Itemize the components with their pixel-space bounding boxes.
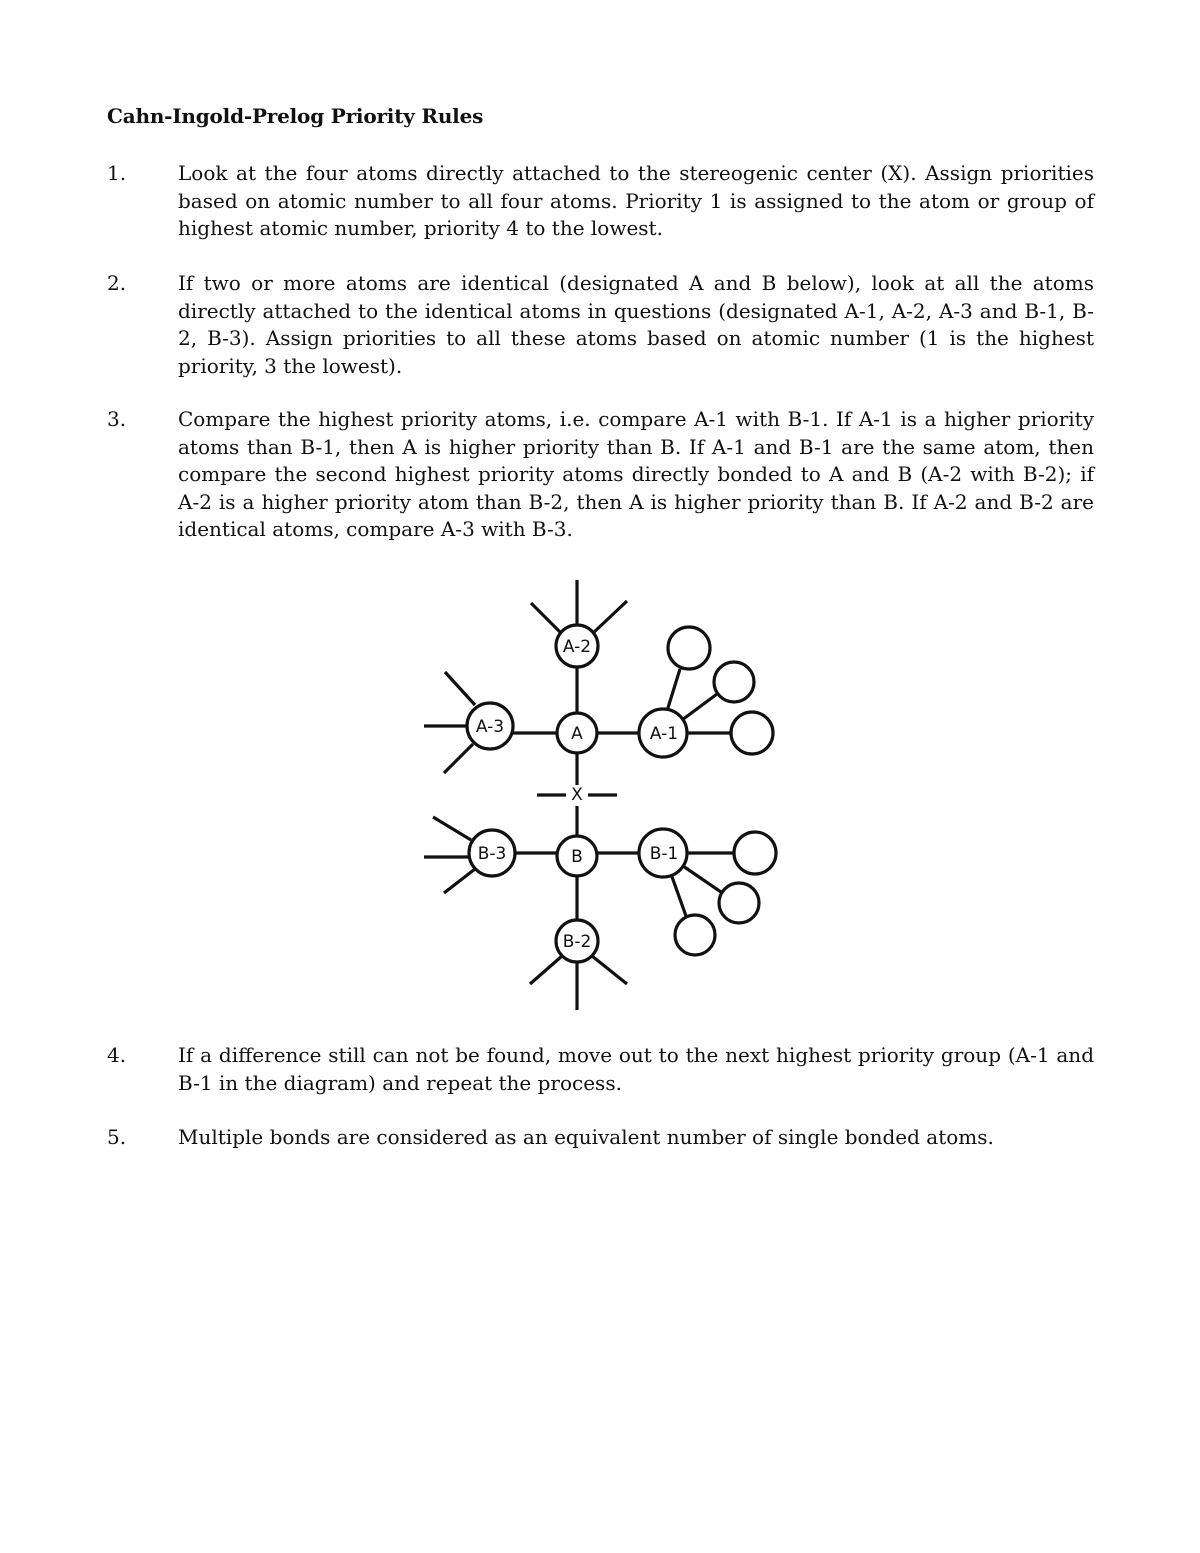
rule-1	[107, 160, 1094, 243]
rule-4	[107, 1042, 1094, 1097]
page-title: Cahn-Ingold-Prelog Priority Rules	[107, 104, 484, 128]
rule-number: 2.	[107, 271, 127, 295]
bond-a3-upleft	[445, 672, 475, 705]
bond-a1-r1	[667, 669, 680, 711]
rule-number: 5.	[107, 1125, 127, 1149]
rule-text: If a difference still can not be found, move out to the next highest priority group (A-1 and B-1 in the diagram) and repeat the process.	[178, 1043, 1094, 1095]
node-label-a: A	[571, 724, 583, 744]
center-label-x: X	[571, 785, 583, 805]
rule-number: 4.	[107, 1043, 127, 1067]
rule-number: 3.	[107, 407, 127, 431]
substituent-circle	[714, 662, 754, 702]
node-label-a2: A-2	[562, 637, 592, 657]
rule-3	[107, 406, 1094, 544]
bond-a1-r2	[682, 694, 717, 720]
rule-number: 1.	[107, 161, 127, 185]
rule-text: Look at the four atoms directly attached to the stereogenic center (X). Assign priorities based on atomic number to all four atoms. Priority 1 is assigned to the atom or group of highest atomic number, priority 4 to the lowest.	[178, 161, 1094, 240]
cip-priority-diagram	[400, 570, 800, 1020]
substituent-circle	[719, 883, 759, 923]
rule-5	[107, 1124, 1094, 1152]
node-label-b3: B-3	[477, 844, 507, 864]
node-label-a3: A-3	[475, 717, 505, 737]
substituent-circle	[734, 832, 776, 874]
bond-a2-upright	[592, 601, 627, 634]
bond-b2-downright	[592, 956, 627, 984]
bond-b2-downleft	[530, 956, 562, 984]
bond-a3-downleft	[444, 744, 473, 773]
substituent-circle	[668, 627, 710, 669]
rule-text: Multiple bonds are considered as an equivalent number of single bonded atoms.	[178, 1125, 994, 1149]
substituent-circle	[731, 712, 773, 754]
bond-b3-downleft	[444, 869, 475, 893]
bond-b1-r3	[671, 874, 686, 916]
rule-text: Compare the highest priority atoms, i.e. compare A-1 with B-1. If A-1 is a higher priority atoms than B-1, then A is higher priority than B. If A-1 and B-1 are the same atom, then compare the second highest priority atoms directly bonded to A and B (A-2 with B-2); if A-2 is a higher priority atom than B-2, then A is higher priority than B. If A-2 and B-2 are identical atoms, compare A-3 with B-3.	[178, 407, 1094, 541]
node-label-a1: A-1	[649, 724, 679, 744]
rule-text: If two or more atoms are identical (designated A and B below), look at all the atoms directly attached to the identical atoms in questions (designated A-1, A-2, A-3 and B-1, B-2, B-3). Assign priorities to all these atoms based on atomic number (1 is the highest priority, 3 the lowest).	[178, 271, 1094, 378]
node-label-b1: B-1	[649, 844, 679, 864]
node-label-b: B	[571, 847, 583, 867]
node-label-b2: B-2	[562, 932, 592, 952]
bond-b1-r2	[683, 866, 721, 892]
bond-b3-upleft	[433, 817, 471, 840]
rule-2	[107, 270, 1094, 380]
substituent-circle	[675, 915, 715, 955]
bond-a2-upleft	[531, 603, 562, 634]
